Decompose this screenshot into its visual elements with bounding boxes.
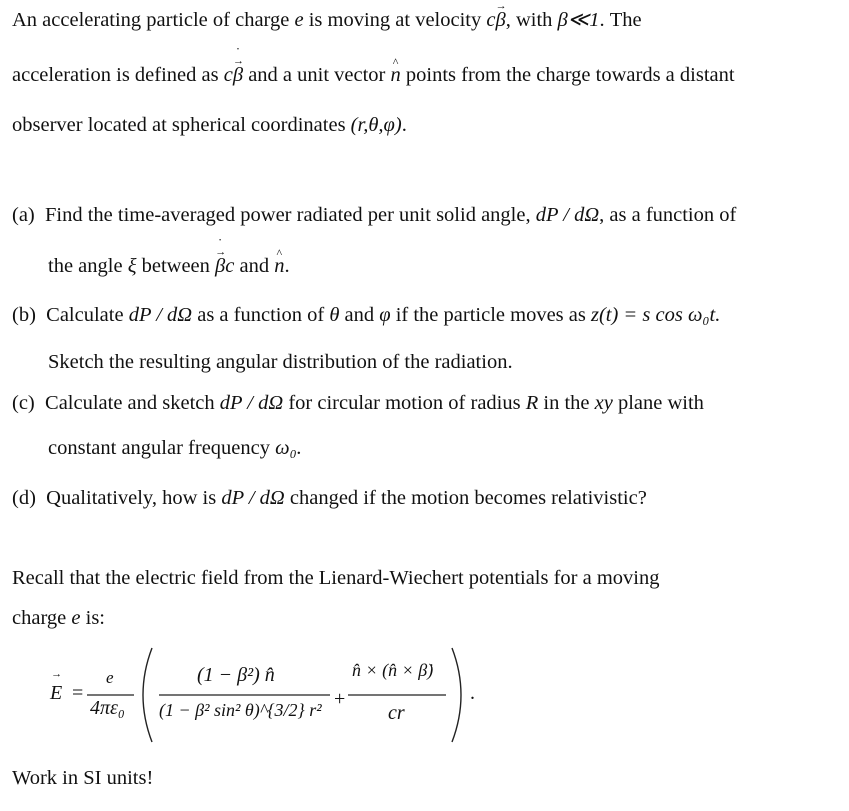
formula-lhs: → E xyxy=(50,682,62,705)
text: observer located at spherical coordinates xyxy=(12,114,351,136)
coords-symbol: (r,θ,φ) xyxy=(350,114,402,136)
condition-symbol: β≪1 xyxy=(557,9,600,31)
recall-line-2 xyxy=(12,606,105,630)
charge-symbol: e xyxy=(294,9,304,31)
part-b-line-2 xyxy=(48,350,513,374)
formula-brackets xyxy=(12,640,492,750)
intro-line-1 xyxy=(12,8,642,32)
lienard-wiechert-formula xyxy=(12,640,492,750)
formula-term1-denominator: (1 − β² sin² θ)^{3/2} r² xyxy=(159,700,322,720)
text: and a unit vector xyxy=(243,64,391,86)
intro-line-3 xyxy=(12,113,407,137)
text: , with xyxy=(505,9,558,31)
phi-symbol: φ xyxy=(379,304,391,326)
text: is: xyxy=(80,607,105,629)
text: changed if the motion becomes relativistic? xyxy=(284,487,647,509)
text: between xyxy=(136,255,216,277)
text: , as a function of xyxy=(599,204,737,226)
part-a-label: (a) xyxy=(12,204,35,226)
text: the angle xyxy=(48,255,128,277)
text: Recall that the electric field from the Lienard-Wiechert potentials for a moving xyxy=(12,567,660,589)
dpdo-symbol: dP / dΩ xyxy=(221,487,285,509)
text: constant angular frequency xyxy=(48,437,276,459)
formula-prefactor-numerator: e xyxy=(106,668,114,687)
text: is moving at velocity xyxy=(303,9,487,31)
text: Find the time-averaged power radiated per unit solid angle, xyxy=(45,204,536,226)
formula-term2-numerator: n̂ × (n̂ × β̇) xyxy=(352,660,434,680)
formula-plus: + xyxy=(334,688,346,710)
part-a-line-1 xyxy=(12,203,736,227)
part-d-line-1 xyxy=(12,486,647,510)
text: and xyxy=(339,304,380,326)
unit-vector-symbol: ^ n xyxy=(391,63,401,87)
recall-line-1 xyxy=(12,566,660,590)
part-c-line-1 xyxy=(12,391,704,415)
formula-period: . xyxy=(470,682,475,704)
text: and xyxy=(234,255,275,277)
dpdo-symbol: dP / dΩ xyxy=(535,204,600,226)
xy-symbol: xy xyxy=(594,392,613,414)
dpdo-symbol: dP / dΩ xyxy=(219,392,284,414)
text: Work in SI units! xyxy=(12,767,154,789)
text: Calculate and sketch xyxy=(45,392,220,414)
text: Qualitatively, how is xyxy=(46,487,222,509)
text: in the xyxy=(538,392,595,414)
text: points from the charge towards a distant xyxy=(400,64,735,86)
part-d-label: (d) xyxy=(12,487,36,509)
formula-equals: = xyxy=(72,682,84,704)
text: Sketch the resulting angular distribution of the radiation. xyxy=(48,351,513,373)
text: acceleration is defined as xyxy=(12,64,224,86)
part-b-label: (b) xyxy=(12,304,36,326)
footer-note xyxy=(12,766,153,790)
motion-equation: z(t) = s cos ω₀t. xyxy=(590,304,721,326)
text: if the particle moves as xyxy=(390,304,591,326)
part-a-line-2: the angle ξ between → β ˙c and ^ n. xyxy=(48,254,290,278)
part-c-label: (c) xyxy=(12,392,35,414)
dpdo-symbol: dP / dΩ xyxy=(128,304,193,326)
part-b-line-1 xyxy=(12,303,720,327)
formula-term1-numerator: (1 − β²) n̂ xyxy=(197,664,275,686)
text: . The xyxy=(599,9,642,31)
text: for circular motion of radius xyxy=(283,392,526,414)
text: charge xyxy=(12,607,72,629)
theta-symbol: θ xyxy=(329,304,340,326)
text: . xyxy=(401,114,407,136)
radius-symbol: R xyxy=(525,392,539,414)
text: as a function of xyxy=(192,304,330,326)
velocity-symbol: → β ˙c xyxy=(215,255,234,277)
formula-prefactor-denominator: 4πε₀ xyxy=(90,697,125,719)
text: An accelerating particle of charge xyxy=(12,9,295,31)
xi-symbol: ξ xyxy=(127,255,137,277)
text: Calculate xyxy=(46,304,129,326)
accel-symbol: c→ β ˙ xyxy=(224,64,243,86)
part-c-line-2 xyxy=(48,436,302,460)
text: plane with xyxy=(612,392,704,414)
charge-symbol: e xyxy=(71,607,81,629)
intro-line-2 xyxy=(12,63,735,87)
unit-vector-symbol: ^ n xyxy=(274,254,284,278)
formula-term2-denominator: cr xyxy=(388,702,405,724)
velocity-symbol: c→ β xyxy=(486,9,505,31)
omega0-symbol: ω₀. xyxy=(275,437,302,459)
